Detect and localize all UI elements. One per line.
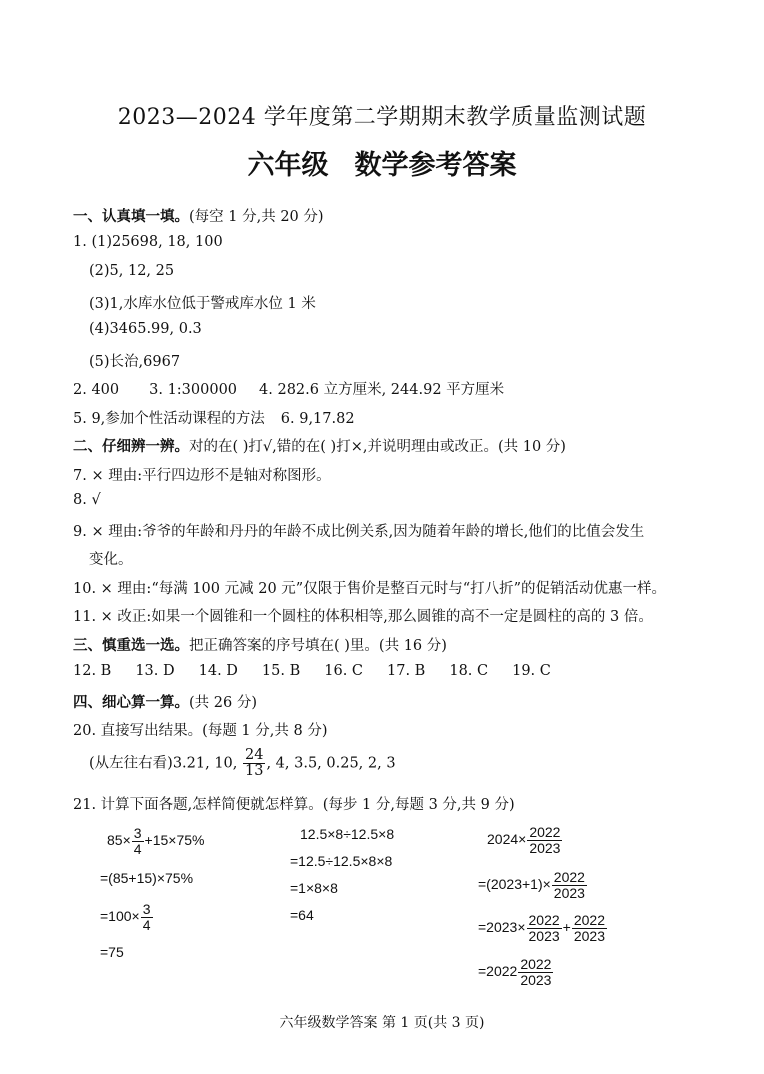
fraction: $\frac{3}{4}$ [142, 901, 151, 933]
answer-item: 12. B [73, 663, 112, 679]
section2-heading: 二、仔细辨一辨。对的在( )打√,错的在( )打×,并说明理由或改正。(共 10 分) [73, 439, 566, 455]
answer-item: 15. B [261, 663, 301, 679]
q9-answer-line1: 9. × 理由:爷爷的年龄和丹丹的年龄不成比例关系,因为随着年龄的增长,他们的比值会发生 [73, 524, 645, 540]
answer-item: 16. C [324, 663, 364, 679]
fraction: $\frac{2022}{2023}$ [553, 869, 585, 901]
calc2-line1: 12.5×8÷12.5×8 [300, 826, 395, 842]
calc1-line1: 85× $\frac{3}{4}$ +15×75% [107, 825, 205, 857]
q4-answer: 4. 282.6 立方厘米, 244.92 平方厘米 [259, 382, 505, 398]
q8-answer: 8. √ [73, 492, 101, 508]
q11-answer: 11. × 改正:如果一个圆锥和一个圆柱的体积相等,那么圆锥的高不一定是圆柱的高的 3 倍。 [73, 609, 653, 625]
section3-heading: 三、慎重选一选。把正确答案的序号填在( )里。(共 16 分) [73, 638, 447, 654]
q5-answer: 5. 9,参加个性活动课程的方法 [73, 411, 265, 427]
answer-item: 17. B [387, 663, 426, 679]
grade-label: 六年级 [247, 150, 329, 181]
calc3-line3: =2023× $\frac{2022}{2023}$ + $\frac{2022}{2023}$ [478, 912, 605, 944]
q7-answer: 7. × 理由:平行四边形不是轴对称图形。 [73, 468, 331, 484]
section4-heading: 四、细心算一算。(共 26 分) [73, 695, 257, 711]
answer-item: 18. C [449, 663, 489, 679]
calc2-line2: =12.5÷12.5×8×8 [290, 853, 393, 869]
exam-subtitle [0, 143, 764, 182]
fraction: $\frac{2022}{2023}$ [520, 956, 552, 988]
q9-answer-line2: 变化。 [89, 552, 133, 568]
q2-q4-line [73, 378, 504, 399]
fraction: $\frac{2022}{2023}$ [529, 824, 561, 856]
q3-answer: 3. 1:300000 [149, 382, 238, 398]
section1-heading: 一、认真填一填。(每空 1 分,共 20 分) [73, 209, 324, 225]
calc1-line4: =75 [100, 944, 124, 960]
exam-title: 2023—2024 学年度第二学期期末教学质量监测试题 [117, 105, 647, 130]
calc1-line2: =(85+15)×75% [100, 870, 194, 886]
fraction: $\frac{2022}{2023}$ [573, 912, 605, 944]
q12-q19-answers [73, 663, 551, 679]
calc3-line2: =(2023+1)× $\frac{2022}{2023}$ [478, 869, 585, 901]
page-footer: 六年级数学答案 第 1 页(共 3 页) [279, 1015, 485, 1031]
answer-item: 19. C [512, 663, 551, 679]
calc1-line3: =100× $\frac{3}{4}$ [100, 901, 151, 933]
q1-part1: 1. (1)25698, 18, 100 [73, 234, 223, 250]
answer-key-label: 数学参考答案 [354, 150, 517, 181]
calc2-line4: =64 [290, 907, 314, 923]
q20-prompt: 20. 直接写出结果。(每题 1 分,共 8 分) [73, 723, 328, 739]
q6-answer: 6. 9,17.82 [280, 411, 355, 427]
calc3-line1: 2024× $\frac{2022}{2023}$ [487, 824, 561, 856]
q1-part3: (3)1,水库水位低于警戒库水位 1 米 [89, 296, 316, 312]
answer-item: 13. D [135, 663, 175, 679]
q5-q6-line [73, 407, 355, 428]
answer-item: 14. D [198, 663, 238, 679]
calc2-line3: =1×8×8 [290, 880, 338, 896]
q1-part4: (4)3465.99, 0.3 [89, 321, 202, 337]
q20-answers: (从左往右看)3.21, 10, $\frac{24}{13}$ , 4, 3.5, 0.25, 2, 3 [89, 747, 396, 780]
q1-part2: (2)5, 12, 25 [89, 263, 175, 279]
q21-prompt: 21. 计算下面各题,怎样简便就怎样算。(每步 1 分,每题 3 分,共 9 分) [73, 797, 515, 813]
fraction: $\frac{24}{13}$ [245, 747, 264, 780]
q2-answer: 2. 400 [73, 382, 120, 398]
fraction: $\frac{2022}{2023}$ [528, 912, 560, 944]
q10-answer: 10. × 理由:“每满 100 元减 20 元”仅限于售价是整百元时与“打八折”的促销活动优惠一样。 [73, 581, 667, 597]
q1-part5: (5)长治,6967 [89, 354, 181, 370]
calc3-line4: =2022 $\frac{2022}{2023}$ [478, 956, 552, 988]
fraction: $\frac{3}{4}$ [133, 825, 142, 857]
